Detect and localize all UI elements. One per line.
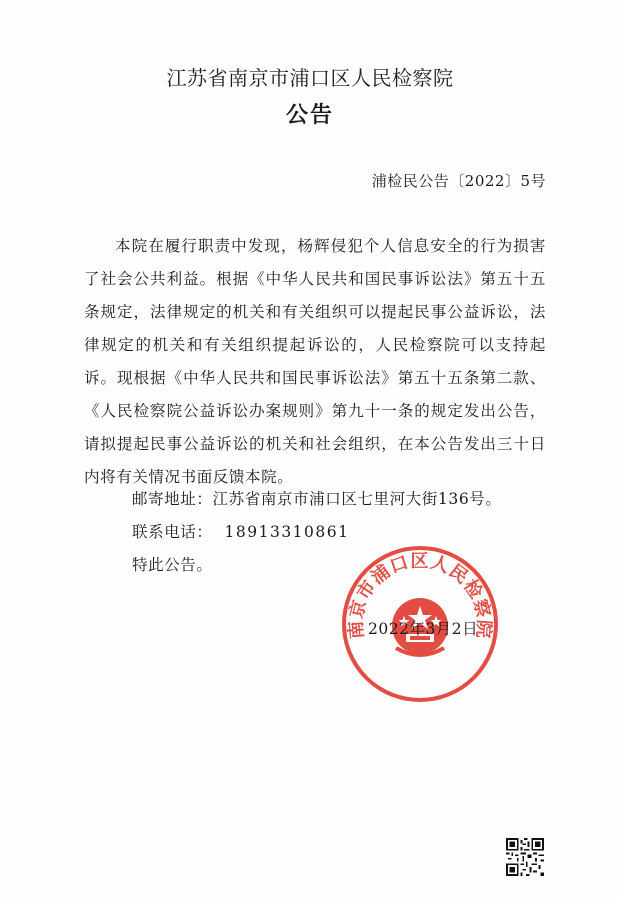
phone-line [132, 520, 350, 542]
svg-text:南京市浦口区人民检察院: 南京市浦口区人民检察院 [345, 550, 495, 640]
document-number: 浦检民公告〔2022〕5号 [371, 172, 546, 190]
announcement-body [84, 230, 546, 494]
document-title: 公告 [285, 103, 334, 128]
issue-date: 2022年3月2日 [368, 620, 479, 638]
body-paragraph: 本院在履行职责中发现，杨辉侵犯个人信息安全的行为损害了社会公共利益。根据《中华人民共和国民事诉讼法》第五十五条规定，法律规定的机关和有关组织可以提起民事公益诉讼，法律规定的机关和有关组织提起诉讼的，人民检察院可以支持起诉。现根据《中华人民共和国民事诉讼法》第五十五条第二款、《人民检察院公益诉讼办案规则》第九十一条的规定发出公告，请拟提起民事公益诉讼的机关和社会组织，在本公告发出三十日内将有关情况书面反馈本院。 [84, 237, 546, 486]
phone-label: 联系电话： [132, 523, 213, 541]
qr-code-icon [506, 838, 544, 876]
phone-number: 18913310861 [224, 523, 350, 541]
closing-line: 特此公告。 [132, 556, 213, 574]
organization-title: 江苏省南京市浦口区人民检察院 [166, 66, 454, 90]
mailing-address-line [132, 487, 502, 509]
mailing-address-value: 江苏省南京市浦口区七里河大街136号。 [212, 490, 502, 508]
mailing-address-label: 邮寄地址： [132, 490, 213, 508]
